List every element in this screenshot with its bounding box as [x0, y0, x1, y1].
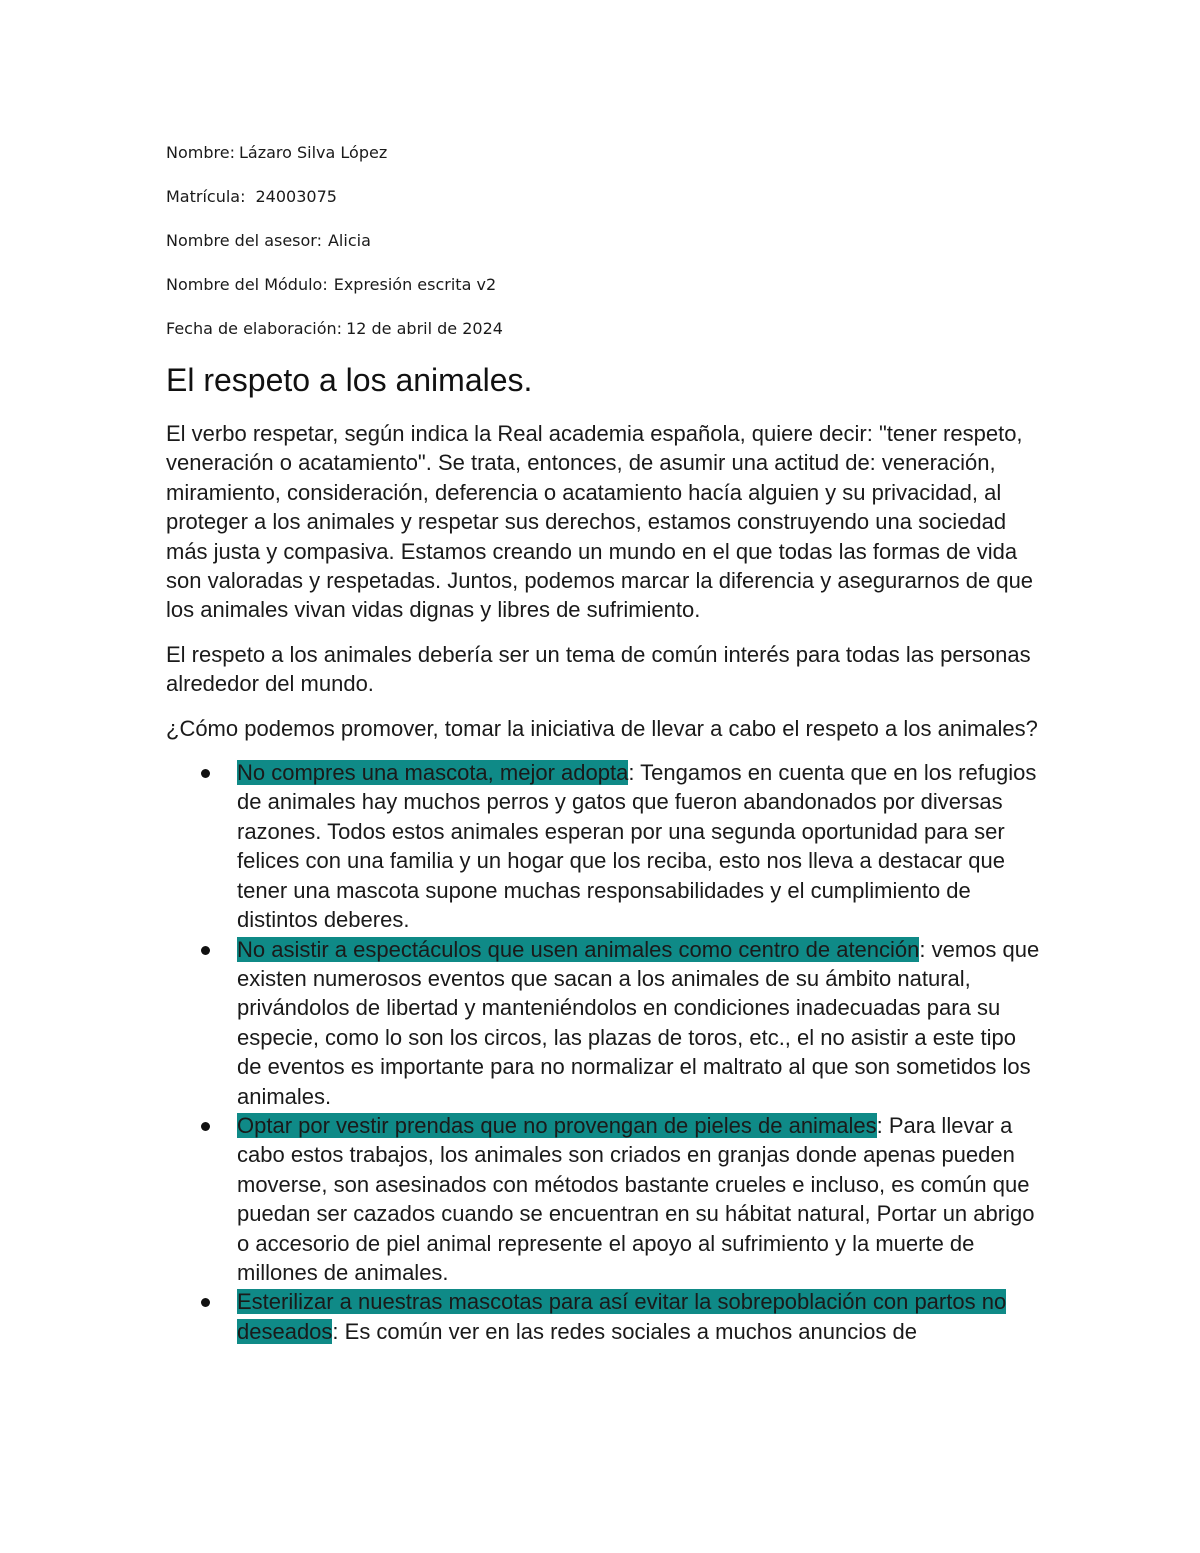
highlighted-text: Optar por vestir prendas que no provengan de pieles de animales — [237, 1112, 877, 1138]
highlighted-text: Esterilizar a nuestras mascotas para así evitar la sobrepoblación con partos no deseados — [237, 1289, 1007, 1344]
bullet-icon — [201, 946, 210, 955]
field-label: Nombre: — [166, 143, 235, 162]
field-label: Nombre del Módulo: — [166, 275, 328, 294]
student-name-line — [166, 138, 1036, 182]
bullet-icon — [201, 769, 210, 778]
elaboration-date: 12 de abril de 2024 — [346, 319, 503, 338]
enrollment-line — [166, 182, 1036, 226]
module-name: Expresión escrita v2 — [333, 275, 497, 294]
document-title: El respeto a los animales. — [166, 362, 533, 398]
bullet-list — [166, 758, 1044, 1346]
list-item-text: : Tengamos en cuenta que en los refugios de animales hay muchos perros y gatos que fueron abandonados por diversas razones. Todos estos animales esperan por una segunda oportunidad para ser felices con una familia y un hogar que los reciba, esto nos lleva a destacar que tener una mascota supone muchas responsabilidades y el cumplimiento de distintos deberes. — [237, 760, 1037, 933]
paragraph: ¿Cómo podemos promover, tomar la iniciativa de llevar a cabo el respeto a los animales? — [166, 715, 1038, 741]
list-item — [237, 1287, 1044, 1346]
list-item-text: : vemos que existen numerosos eventos que sacan a los animales de su ámbito natural, privándolos de libertad y manteniéndolos en condiciones inadecuadas para su especie, como lo son los circos, las plazas de toros, etc., el no asistir a este tipo de eventos es importante para no normalizar el maltrato al que son sometidos los animales. — [237, 936, 1040, 1109]
document-body — [166, 419, 1044, 1346]
module-line — [166, 270, 1036, 314]
field-label: Fecha de elaboración: — [166, 319, 343, 338]
paragraph: El verbo respetar, según indica la Real academia española, quiere decir: "tener respeto, veneración o acatamiento". Se trata, entonces, de asumir una actitud de: veneración, miramiento, consideración, deferencia o acatamiento hacía alguien y su privacidad, al proteger a los animales y respetar sus derechos, estamos construyendo una sociedad más justa y compasiva. Estamos creando un mundo en el que todas las formas de vida son valoradas y respetadas. Juntos, podemos marcar la diferencia y asegurarnos de que los animales vivan vidas dignas y libres de sufrimiento. — [166, 421, 1034, 623]
bullet-icon — [201, 1298, 210, 1307]
advisor-line — [166, 226, 1036, 270]
field-label: Matrícula: — [166, 187, 246, 206]
paragraph: El respeto a los animales debería ser un tema de común interés para todas las personas alrededor del mundo. — [166, 641, 1031, 697]
advisor-name: Alicia — [327, 231, 371, 250]
list-item — [237, 758, 1044, 934]
student-name: Lázaro Silva López — [238, 143, 388, 162]
list-item — [237, 1111, 1044, 1287]
bullet-icon — [201, 1122, 210, 1131]
list-item-text: : Para llevar a cabo estos trabajos, los animales son criados en granjas donde apenas pueden moverse, son asesinados con métodos bastante crueles e incluso, es común que puedan ser cazados cuando se encuentran en su hábitat natural, Portar un abrigo o accesorio de piel animal represente el apoyo al sufrimiento y la muerte de millones de animales. — [237, 1112, 1035, 1285]
list-item-text: : Es común ver en las redes sociales a muchos anuncios de — [332, 1318, 917, 1344]
field-label: Nombre del asesor: — [166, 231, 322, 250]
date-line — [166, 314, 1036, 358]
highlighted-text: No asistir a espectáculos que usen animales como centro de atención — [237, 936, 920, 962]
highlighted-text: No compres una mascota, mejor adopta — [237, 760, 629, 786]
student-info-header — [166, 138, 1036, 358]
enrollment-number: 24003075 — [255, 187, 337, 206]
list-item — [237, 935, 1044, 1111]
